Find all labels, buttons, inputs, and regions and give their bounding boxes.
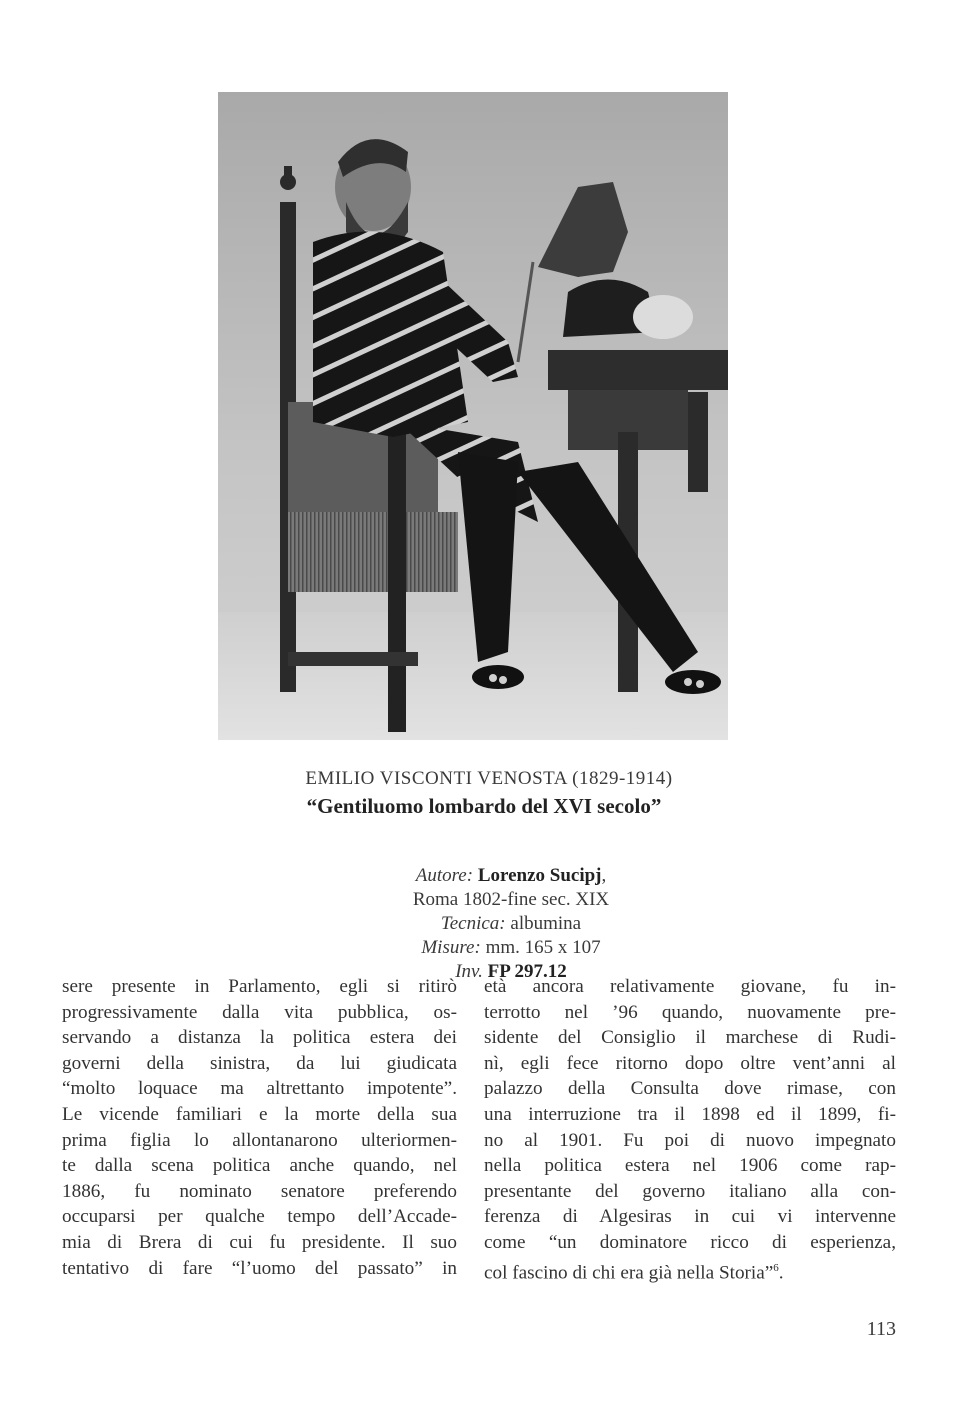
author-label: Autore: [415, 865, 474, 886]
body-column-right [484, 974, 896, 1286]
technique-value: albumina [510, 913, 582, 934]
body-line: sere presente in Parlamento, egli si ritirò [62, 976, 457, 997]
body-line: terrotto nel ’96 quando, nuovamente pre- [484, 1001, 896, 1023]
body-line: servando a distanza la politica estera dei [62, 1027, 457, 1049]
body-column-left [62, 974, 457, 1281]
body-line: presentante del governo italiano alla con- [484, 1180, 896, 1202]
body-line: 1886, fu nominato senatore preferendo [62, 1180, 457, 1202]
credits-author-line [62, 864, 960, 888]
body-line: governi della sinistra, da lui giudicata [62, 1052, 457, 1074]
body-line: una interruzione tra il 1898 ed il 1899, fi- [484, 1103, 896, 1125]
portrait-illustration [218, 92, 728, 740]
inv-value: FP 297.12 [487, 961, 567, 982]
body-line: sidente del Consiglio il marchese di Rudi- [484, 1027, 896, 1049]
body-line: progressivamente dalla vita pubblica, os- [62, 1001, 457, 1023]
body-line: Le vicende familiari e la morte della sua [62, 1103, 457, 1125]
photo-credits [0, 864, 960, 984]
size-label: Misure: [421, 937, 481, 958]
body-line: nella politica estera nel 1906 come rap- [484, 1155, 896, 1177]
body-line: “molto loquace ma altrettanto impotente”. [62, 1078, 457, 1100]
body-line: te dalla scena politica anche quando, nel [62, 1155, 457, 1177]
technique-label: Tecnica: [440, 913, 506, 934]
body-line: nì, egli fece ritorno dopo oltre vent’anni al [484, 1052, 896, 1074]
portrait-photograph [218, 92, 728, 740]
size-value: mm. 165 x 107 [485, 937, 601, 958]
credits-size-line [62, 936, 960, 960]
body-line: occuparsi per qualche tempo dell’Accade- [62, 1206, 457, 1228]
footnote-mark: 6 [773, 1261, 779, 1274]
body-line: come “un dominatore ricco di esperienza, [484, 1231, 896, 1253]
body-line: mia di Brera di cui fu presidente. Il suo [62, 1231, 457, 1253]
body-line: prima figlia lo allontanarono ulteriormen- [62, 1129, 457, 1151]
body-line: no al 1901. Fu poi di nuovo impegnato [484, 1129, 896, 1151]
body-line: palazzo della Consulta dove rimase, con [484, 1078, 896, 1100]
photo-caption [0, 766, 960, 820]
author-comma: , [601, 865, 607, 886]
author-name: Lorenzo Sucipj [477, 865, 602, 886]
body-line-final: col fascino di chi era già nella Storia”$^6$. [484, 1261, 784, 1283]
credits-technique-line [62, 912, 960, 936]
body-line: età ancora relativamente giovane, fu in- [484, 976, 896, 997]
page-number: 113 [866, 1318, 896, 1340]
caption-title: “Gentiluomo lombardo del XVI secolo” [306, 794, 662, 818]
body-line: tentativo di fare “l’uomo del passato” in [62, 1257, 457, 1279]
body-line: ferenza di Algesiras in cui vi intervenne [484, 1206, 896, 1228]
body-line-final-text: col fascino di chi era già nella Storia” [484, 1261, 774, 1283]
inv-label: Inv. [455, 961, 483, 982]
caption-name: EMILIO VISCONTI VENOSTA (1829-1914) [305, 768, 673, 789]
credits-author-detail: Roma 1802-fine sec. XIX [412, 889, 610, 910]
